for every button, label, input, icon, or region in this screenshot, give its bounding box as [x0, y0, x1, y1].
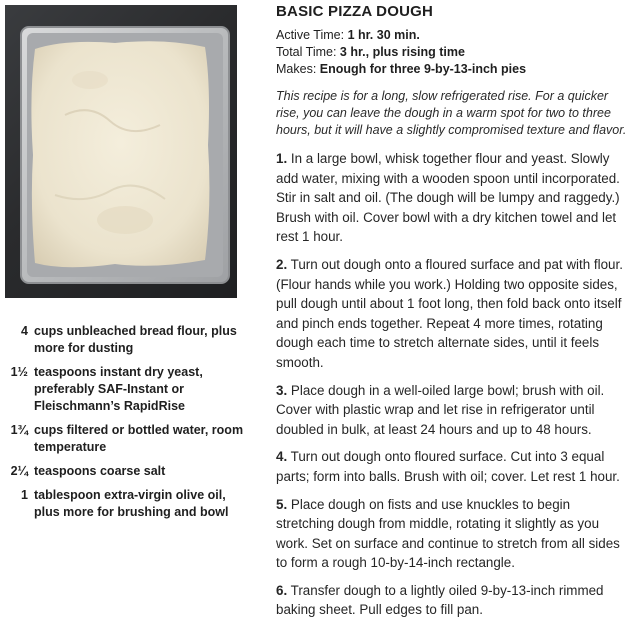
active-time-value: 1 hr. 30 min. [347, 28, 420, 42]
step-text: Transfer dough to a lightly oiled 9-by-13-inch rimmed baking sheet. Pull edges to fill pan. [276, 582, 604, 618]
step-number: 3. [276, 382, 288, 398]
makes-value: Enough for three 9-by-13-inch pies [319, 62, 527, 76]
ingredient-item [5, 422, 245, 456]
total-time-label: Total Time: [276, 45, 337, 59]
ingredient-item [5, 323, 245, 357]
active-time-label: Active Time: [276, 28, 345, 42]
dough-pan-illustration [5, 5, 237, 298]
ingredient-text: tablespoon extra-virgin olive oil, plus more for brushing and bowl [34, 488, 229, 519]
recipe-note: This recipe is for a long, slow refrigerated rise. For a quicker rise, you can leave the dough in a warm spot for two to three hours, but it will have a slightly compromised texture and flavor. [276, 89, 627, 137]
recipe-title: BASIC PIZZA DOUGH [276, 3, 434, 20]
total-time-row [276, 44, 628, 61]
active-time-row [276, 27, 628, 44]
step-item [276, 255, 628, 373]
makes-row [276, 61, 628, 78]
step-text: Place dough in a well-oiled large bowl; brush with oil. Cover with plastic wrap and let rise in refrigerator until doubled in bulk, at least 24 hours and up to 48 hours. [276, 382, 605, 437]
step-item [276, 447, 628, 486]
step-number: 5. [276, 496, 288, 512]
steps-list [276, 149, 628, 620]
ingredient-quantity: 4 [21, 324, 28, 338]
total-time-value: 3 hr., plus rising time [339, 45, 465, 59]
ingredient-item [5, 463, 245, 480]
ingredient-text: cups unbleached bread flour, plus more for dusting [34, 324, 237, 355]
step-text: Turn out dough onto a floured surface and pat with flour. (Flour hands while you work.) Holding two opposite sides, pull dough until about 1 foot long, then fold back onto itself and pinch ends together. Repeat 4 more times, rotating dough each time to stretch alternate sides, until it feels smooth. [276, 256, 623, 370]
step-text: Place dough on fists and use knuckles to begin stretching dough from middle, rotating it slightly as you work. Set on surface and continue to stretch from all sides to form a rough 10-by-14-inch rectangle. [276, 496, 620, 571]
step-item [276, 581, 628, 620]
recipe-meta [276, 27, 628, 78]
step-number: 1. [276, 151, 288, 166]
recipe-column [276, 0, 628, 628]
step-item [276, 149, 628, 247]
step-item [276, 381, 628, 440]
dough-in-pan-photo [5, 5, 237, 298]
ingredient-quantity: 2¼ [10, 464, 28, 478]
ingredient-quantity: 1¾ [10, 423, 28, 437]
ingredient-item [5, 364, 245, 415]
ingredient-text: teaspoons coarse salt [34, 464, 166, 478]
step-text: Turn out dough onto floured surface. Cut into 3 equal parts; form into balls. Brush with oil; cover. Let rest 1 hour. [276, 449, 620, 484]
ingredient-text: cups filtered or bottled water, room temperature [34, 423, 244, 454]
ingredients-list [5, 323, 245, 528]
ingredient-item [5, 487, 245, 521]
makes-label: Makes: [276, 62, 317, 76]
ingredient-quantity: 1½ [10, 365, 28, 379]
step-number: 6. [276, 582, 288, 598]
step-number: 2. [276, 256, 288, 272]
ingredient-quantity: 1 [21, 488, 28, 502]
step-item [276, 495, 628, 573]
step-text: In a large bowl, whisk together flour and yeast. Slowly add water, mixing with a wooden spoon until incorporated. Stir in salt and oil. (The dough will be lumpy and raggedy.) Brush with oil. Cover bowl with a dry kitchen towel and let rest 1 hour. [276, 151, 620, 245]
ingredient-text: teaspoons instant dry yeast, preferably SAF-Instant or Fleischmann’s RapidRise [34, 365, 203, 413]
step-number: 4. [276, 449, 288, 465]
